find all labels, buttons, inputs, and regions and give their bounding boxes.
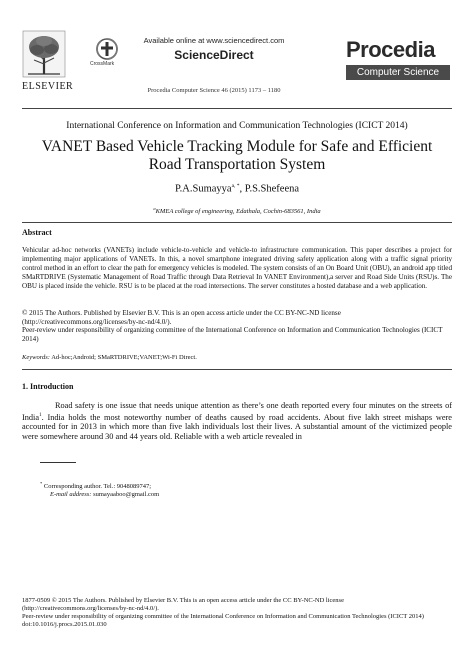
email-label: E-mail address:: [50, 491, 92, 498]
affiliation-marker: a: [153, 206, 156, 211]
crossmark-label: CrossMark: [90, 61, 115, 67]
copyright-notice: [22, 309, 452, 343]
sciencedirect-logo-text: ScienceDirect: [174, 48, 254, 62]
procedia-logo: [346, 38, 450, 80]
reference-marker[interactable]: 1: [39, 412, 42, 418]
paper-title: VANET Based Vehicle Tracking Module for Safe and Efficient Road Transportation System: [41, 138, 433, 173]
abstract-top-rule: [22, 222, 452, 223]
bottom-notice: [22, 597, 452, 629]
bottom-license-link[interactable]: (http://creativecommons.org/licenses/by-nc-nd/4.0/).: [22, 605, 159, 612]
elsevier-tree-logo: [22, 30, 66, 78]
copyright-line: © 2015 The Authors. Published by Elsevier B.V. This is an open access article under the CC BY-NC-ND license: [22, 309, 341, 317]
peer-review-line: Peer-review under responsibility of organizing committee of the International Conference on Information and Communication Technologies (ICICT 2014): [22, 326, 443, 343]
corresponding-author-footnote: [40, 481, 151, 490]
author-separator: ,: [239, 183, 245, 195]
introduction-text: Road safety is one issue that needs unique attention as there’s one death reported every four minutes on the streets of India: [22, 401, 452, 422]
author-name: P.A.Sumayya: [174, 183, 232, 195]
email-footnote: [50, 491, 159, 498]
abstract-heading: Abstract: [22, 228, 52, 237]
doi[interactable]: doi:10.1016/j.procs.2015.01.030: [22, 621, 107, 628]
journal-citation: Procedia Computer Science 46 (2015) 1173 – 1180: [147, 87, 281, 94]
available-online-text: Available online at www.sciencedirect.com: [143, 36, 285, 45]
abstract-body: Vehicular ad-hoc networks (VANETs) include vehicle-to-vehicle and vehicle-to infrastructure communication. This paper describes a project for implementing major applications of VANETs. In this, a novel smartphone integrated driving safety application along with a traffic signal priority control method in an effort to clear the path for emergency vehicles is modeled. The system consists of an On Board Unit (OBU), an android app titled SMaRTDRIVE (Systematic Management of Road Traffic through Data Retrieval In VANET Environment),a server and Road Side Units (RSU)s. The OBU is placed inside the vehicle. RSU is to be placed at the road intersections. The server constitutes a hosted database and a web application.: [22, 246, 452, 291]
affiliation-text: KMEA college of engineering, Edathala, Cochin-683561, India: [155, 208, 321, 216]
introduction-text: . India holds the most noteworthy number of deaths caused by road accidents. About five lakh street mishaps were accounted for in 2013 in which more than five lakh individuals lost their lives. A substantial amount of the victimized people were somewhere around 30 and 44 years old. Reliable with a web article revealed in: [22, 412, 452, 441]
header-rule: [22, 108, 452, 109]
issn-copyright-line: 1877-0509 © 2015 The Authors. Published by Elsevier B.V. This is an open access article under the CC BY-NC-ND license: [22, 597, 344, 604]
elsevier-wordmark: ELSEVIER: [22, 81, 74, 92]
affiliation: [22, 206, 452, 215]
keywords-label: Keywords:: [22, 354, 50, 361]
footnote-rule: [40, 462, 76, 463]
conference-name: International Conference on Information and Communication Technologies (ICICT 2014): [66, 121, 408, 131]
keywords: [22, 354, 452, 361]
email-address[interactable]: sumayaaboo@gmail.com: [91, 491, 160, 498]
footnote-marker: *: [40, 481, 43, 486]
license-link[interactable]: (http://creativecommons.org/licenses/by-nc-nd/4.0/).: [22, 317, 172, 326]
corresponding-text: Corresponding author. Tel.: 9048089747;: [42, 483, 152, 491]
procedia-title: Procedia: [346, 37, 435, 62]
procedia-subtitle: Computer Science: [346, 65, 450, 80]
introduction-heading: 1. Introduction: [22, 382, 74, 391]
keywords-text: Ad-hoc;Android; SMaRTDRIVE;VANET;Wi-Fi Direct.: [49, 354, 197, 361]
bottom-peer-review-line: Peer-review under responsibility of organizing committee of the International Conference on Information and Communication Technologies (ICICT 2014): [22, 613, 424, 620]
introduction-body: [22, 401, 452, 441]
author-marker: a, *: [231, 183, 240, 189]
keywords-bottom-rule: [22, 369, 452, 370]
author-name: P.S.Shefeena: [244, 183, 300, 195]
author-list: [22, 183, 452, 195]
